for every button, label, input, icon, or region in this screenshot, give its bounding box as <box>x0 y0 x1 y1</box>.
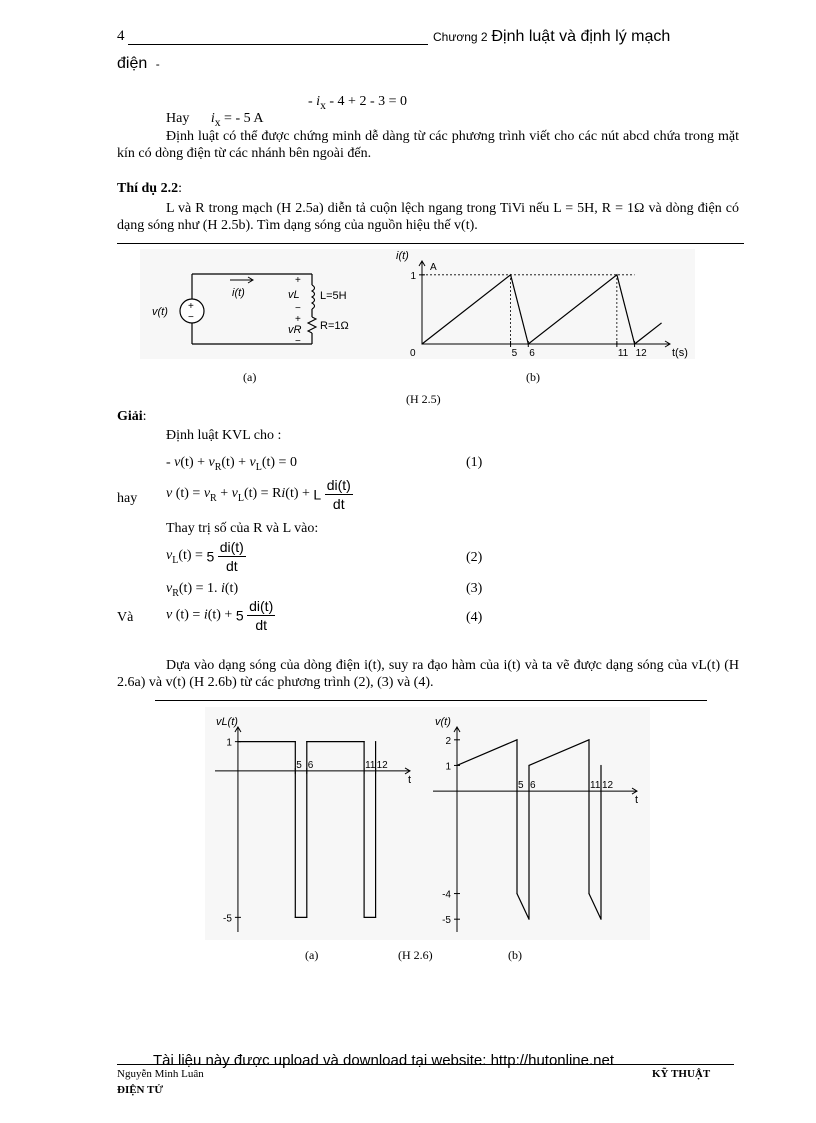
example-text: L và R trong mạch (H 2.5a) diễn tả cuộn lệch ngang trong TiVi nếu L = 5H, R = 1Ω và dòng điện có dạng sóng như (H 2.5b). Tìm dạng sóng của nguồn hiệu thế v(t). <box>117 201 739 233</box>
equation-4-number: (4) <box>466 610 483 625</box>
data-point <box>588 893 589 894</box>
data-series-line <box>238 742 376 918</box>
equation-4: v (t) = i(t) + 5 $\frac{di(t)}{dt}$ <box>166 598 274 633</box>
y-axis-label: i(t) <box>396 250 409 262</box>
data-point <box>375 917 376 918</box>
page-number: 4 <box>117 28 125 44</box>
x-axis-label: t <box>635 794 639 807</box>
fig25-caption-b: (b) <box>526 370 540 384</box>
y-tick-label: -5 <box>223 913 232 925</box>
data-point <box>528 765 529 766</box>
equation-2: $v_L(t) = 5$ $\frac{di(t)}{dt}$ <box>166 539 244 574</box>
vr-plus: + <box>295 314 301 325</box>
vr-label: vR <box>288 324 302 336</box>
equation-2-number: (2) <box>466 550 483 565</box>
x-tick-label: 6 <box>529 348 535 359</box>
data-point <box>528 343 529 344</box>
v-waveform-chart <box>433 716 638 932</box>
header-rule <box>128 44 428 45</box>
solution-paragraph: Dựa vào dạng sóng của dòng điện i(t), suy ra đạo hàm của i(t) và ta vẽ được dạng sóng của vL(t) (H 2.6a) và v(t) (H 2.6b) từ các phương trình (2), (3) và (4). <box>117 658 739 690</box>
data-series-line <box>422 275 661 344</box>
circuit-diagram <box>152 274 349 347</box>
y-tick-label: 2 <box>445 735 451 747</box>
data-point <box>528 919 529 920</box>
equation-1-number: (1) <box>466 455 483 470</box>
fig26-caption-b: (b) <box>508 948 522 962</box>
substitute-text: Thay trị số của R và L vào: <box>166 521 319 536</box>
x-tick-label: 5 <box>518 780 524 792</box>
figure-2-5-svg <box>140 249 700 361</box>
data-point <box>421 343 422 344</box>
data-point <box>516 739 517 740</box>
x-tick-label: 11 <box>365 759 376 771</box>
equation-3: $v_R(t) = 1$. i(t) <box>166 581 239 599</box>
equation-hay: v $(t) = v_R + v_L(t) = Ri(t) + L$ $\frac{di(t)}{dt}$ <box>166 477 351 512</box>
chapter-title-cont <box>117 55 160 73</box>
y-unit-label: A <box>430 262 437 273</box>
intro-equation: - $i_x - 4 + 2 - 3 = 0$ <box>308 94 408 112</box>
header-dash: - <box>155 57 160 71</box>
data-point <box>516 893 517 894</box>
x-tick-label: 12 <box>635 348 647 359</box>
fig25-caption: (H 2.5) <box>406 392 441 406</box>
data-point <box>295 917 296 918</box>
data-point <box>510 274 511 275</box>
intro-paragraph: Định luật có thể được chứng minh dễ dàng từ các phương trình viết cho các nút abcd chứa trong mặt kín có dòng điện từ các nhánh bên ngoài đến. <box>117 129 739 161</box>
footer-book-title-cont: ĐIỆN TỬ <box>117 1084 164 1096</box>
y-axis-label: vL(t) <box>215 716 238 728</box>
chapter-title: Định luật và định lý mạch <box>491 28 671 45</box>
vr-minus: − <box>295 336 301 347</box>
vl-plus: + <box>295 275 301 286</box>
resistor-label: R=1Ω <box>320 320 349 332</box>
data-point <box>588 739 589 740</box>
data-point <box>375 741 376 742</box>
y-axis-label: v(t) <box>435 716 451 728</box>
solution-colon: : <box>142 409 147 424</box>
solution-title: Giải <box>117 409 143 424</box>
data-point <box>237 741 238 742</box>
y-tick-label: -4 <box>442 889 451 901</box>
inductor-label: L=5H <box>320 290 347 302</box>
x-tick-label: 11 <box>590 780 601 792</box>
example-rule <box>117 243 744 244</box>
source-label: v(t) <box>152 306 168 318</box>
intro-hay-line: Hay $i_x$ = - 5 A <box>166 111 264 129</box>
x-tick-label: 6 <box>307 759 314 771</box>
source-minus: − <box>188 312 194 323</box>
x-axis-label: t(s) <box>672 347 688 359</box>
vl-label: vL <box>288 289 300 301</box>
derivative-fraction-2: $\frac{di(t)}{dt}$ <box>219 539 244 574</box>
hay-label: Hay <box>166 111 190 126</box>
example-colon: : <box>178 181 182 196</box>
fig26-caption: (H 2.6) <box>398 948 433 962</box>
derivative-fraction-3: $\frac{di(t)}{dt}$ <box>249 598 274 633</box>
chapter-label: Chương 2 <box>433 30 488 44</box>
data-point <box>600 765 601 766</box>
figure-2-6-svg <box>205 707 650 942</box>
data-point <box>616 274 617 275</box>
chapter-heading <box>433 28 670 46</box>
data-point <box>364 741 365 742</box>
y-tick-label: -5 <box>442 915 451 927</box>
vl-waveform-chart <box>215 716 411 932</box>
example-title-line <box>117 181 182 197</box>
va-label: Và <box>117 610 134 625</box>
x-axis-label: t <box>408 773 412 786</box>
derivative-fraction-1: $\frac{di(t)}{dt}$ <box>326 477 351 512</box>
example-title: Thí dụ 2.2 <box>117 181 179 196</box>
x-tick-label: 0 <box>410 348 416 359</box>
fig26-caption-a: (a) <box>305 948 319 962</box>
equation-1: - $v(t) + v_R(t) + v_L(t) = 0$ <box>166 455 297 473</box>
y-tick-label: 1 <box>445 761 451 773</box>
footer-author: Nguyễn Minh Luân <box>117 1068 204 1080</box>
data-series-line <box>457 740 601 919</box>
x-tick-label: 11 <box>617 348 629 359</box>
data-point <box>306 741 307 742</box>
footer-upload-text: Tài liệu này được upload và download tại website: http://hutonline.net <box>153 1052 615 1069</box>
x-tick-label: 6 <box>530 780 536 792</box>
data-point <box>661 323 662 324</box>
footer-book-title: KỸ THUẬT <box>652 1068 711 1080</box>
x-tick-label: 5 <box>511 348 518 359</box>
x-tick-label: 5 <box>296 759 302 771</box>
current-waveform-chart <box>396 250 688 359</box>
data-point <box>295 741 296 742</box>
kvl-intro: Định luật KVL cho : <box>166 428 282 443</box>
resistor-icon <box>308 317 316 333</box>
equation-3-number: (3) <box>466 581 483 596</box>
data-point <box>306 917 307 918</box>
data-point <box>600 919 601 920</box>
y-tick-label: 1 <box>410 270 416 282</box>
y-tick-label: 1 <box>226 737 232 749</box>
data-point <box>456 765 457 766</box>
chapter-title-cont-text: điện <box>117 55 148 72</box>
solution-title-line <box>117 409 147 425</box>
x-tick-label: 12 <box>602 780 614 792</box>
solution-rule <box>155 700 707 701</box>
current-label: i(t) <box>232 287 245 299</box>
source-plus: + <box>188 301 194 312</box>
vl-minus: − <box>295 303 301 314</box>
x-tick-label: 12 <box>376 759 388 771</box>
data-point <box>364 917 365 918</box>
inductor-icon <box>312 285 315 309</box>
data-point <box>634 343 635 344</box>
fig25-caption-a: (a) <box>243 370 257 384</box>
hay-label-2: hay <box>117 491 138 506</box>
